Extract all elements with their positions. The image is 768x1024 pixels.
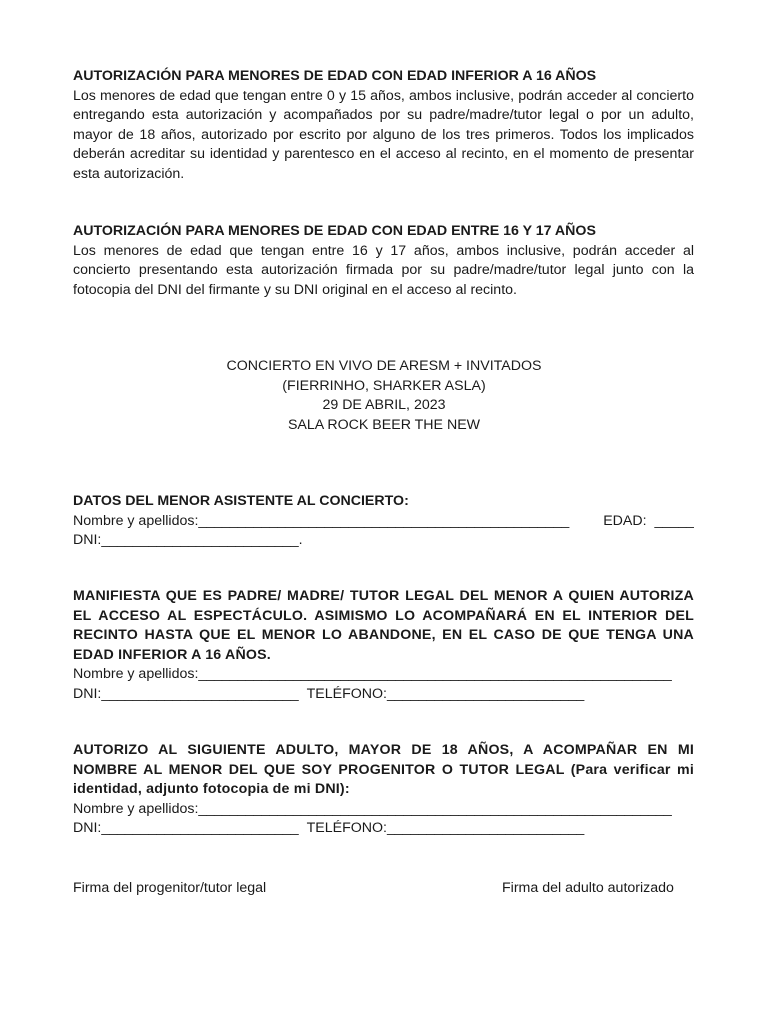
event-title: CONCIERTO EN VIVO DE ARESM + INVITADOS bbox=[226, 358, 542, 374]
minor-age-field[interactable]: _____ bbox=[654, 512, 694, 529]
adult-dni-row bbox=[73, 819, 694, 839]
adult-phone-label: TELÉFONO: bbox=[306, 820, 388, 836]
adult-declaration-wrap bbox=[73, 741, 694, 800]
adult-name-label: Nombre y apellidos: bbox=[73, 800, 199, 817]
guardian-dni-field[interactable]: _________________________ bbox=[101, 685, 299, 702]
event-date: 29 DE ABRIL, 2023 bbox=[322, 397, 446, 413]
minor-name-label: Nombre y apellidos: bbox=[73, 512, 199, 529]
guardian-declaration: MANIFIESTA QUE ES PADRE/ MADRE/ TUTOR LEGAL DEL MENOR A QUIEN AUTORIZA EL ACCESO AL ESPECTÁCULO. ASIMISMO LO ACOMPAÑARÁ EN EL INTERIOR DEL RECINTO HASTA QUE EL MENOR LO ABANDONE, EN EL CASO DE QUE TENGA UNA EDAD INFERIOR A 16 AÑOS. bbox=[73, 588, 694, 663]
guardian-signature-label: Firma del progenitor/tutor legal bbox=[73, 880, 267, 896]
guardian-dni-label: DNI: bbox=[73, 685, 102, 702]
section-under-16-body: Los menores de edad que tengan entre 0 y 15 años, ambos inclusive, podrán acceder al concierto entregando esta autorización y acompañados por su padre/madre/tutor legal o por un adulto, mayor de 18 años, autorizado por escrito por alguno de los tres primeros. Todos los implicados deberán acreditar su identidad y parentesco en el acceso al recinto, en el momento de presentar esta autorización. bbox=[73, 87, 694, 182]
event-guests: (FIERRINHO, SHARKER ASLA) bbox=[282, 377, 486, 394]
section-16-17-body: Los menores de edad que tengan entre 16 y 17 años, ambos inclusive, podrán acceder al concierto presentando esta autorización firmada por su padre/madre/tutor legal junto con la fotocopia del DNI del firmante y su DNI original en el acceso al recinto. bbox=[73, 242, 694, 298]
minor-name-row bbox=[73, 512, 694, 532]
event-info bbox=[0, 357, 768, 435]
adult-phone-field[interactable]: _________________________ bbox=[387, 820, 585, 836]
adult-dni-field[interactable]: _________________________ bbox=[101, 820, 299, 836]
guardian-name-label: Nombre y apellidos: bbox=[73, 666, 199, 682]
adult-dni-label: DNI: bbox=[73, 820, 102, 836]
section-under-16 bbox=[73, 67, 694, 184]
minor-dni-row bbox=[73, 531, 694, 551]
guardian-name-field[interactable]: ____________________________________________________________ bbox=[198, 666, 672, 682]
guardian-name-row bbox=[73, 665, 694, 685]
minor-dni-label: DNI: bbox=[73, 532, 102, 548]
adult-section bbox=[73, 741, 694, 839]
adult-declaration-note: (Para verificar mi identidad, adjunto fotocopia de mi DNI): bbox=[73, 761, 694, 797]
minor-data-section bbox=[73, 492, 694, 551]
event-venue: SALA ROCK BEER THE NEW bbox=[287, 416, 481, 433]
adult-name-field[interactable]: ____________________________________________________________ bbox=[198, 800, 672, 817]
minor-age-label: EDAD: bbox=[603, 512, 647, 529]
guardian-phone-field[interactable]: _________________________ bbox=[387, 685, 585, 702]
adult-name-row bbox=[73, 800, 694, 820]
guardian-phone-label: TELÉFONO: bbox=[306, 685, 388, 702]
minor-name-field[interactable]: _______________________________________________ bbox=[198, 512, 570, 529]
section-16-17-heading: AUTORIZACIÓN PARA MENORES DE EDAD CON EDAD ENTRE 16 Y 17 AÑOS bbox=[73, 223, 596, 239]
minor-dni-field[interactable]: _________________________. bbox=[101, 532, 303, 548]
adult-signature-label: Firma del adulto autorizado bbox=[502, 880, 674, 896]
guardian-section bbox=[73, 587, 694, 704]
section-under-16-heading: AUTORIZACIÓN PARA MENORES DE EDAD CON EDAD INFERIOR A 16 AÑOS bbox=[73, 68, 597, 84]
guardian-dni-row bbox=[73, 685, 694, 705]
minor-data-heading: DATOS DEL MENOR ASISTENTE AL CONCIERTO: bbox=[73, 493, 409, 509]
adult-declaration: AUTORIZO AL SIGUIENTE ADULTO, MAYOR DE 18 AÑOS, A ACOMPAÑAR EN MI NOMBRE AL MENOR DEL QUE SOY PROGENITOR O TUTOR LEGAL bbox=[73, 742, 694, 778]
section-16-17 bbox=[73, 222, 694, 300]
